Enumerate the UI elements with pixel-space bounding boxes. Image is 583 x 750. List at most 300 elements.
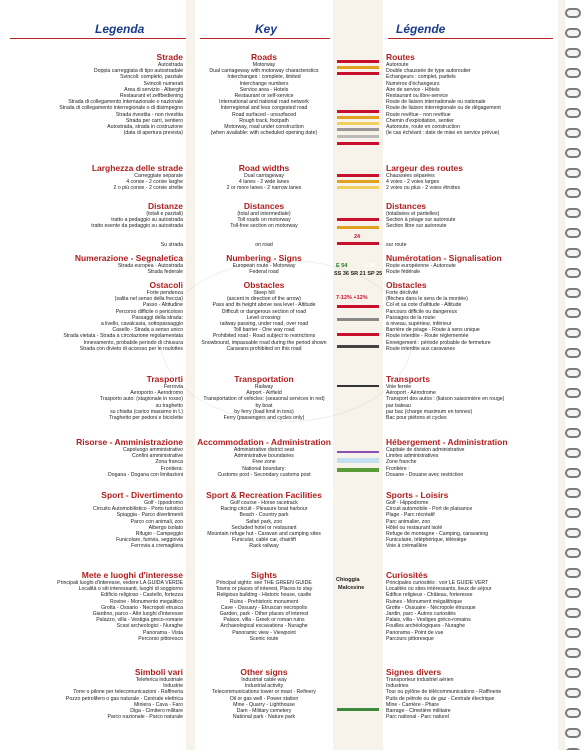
legend-item: National park - Nature park [232, 714, 296, 721]
legend-item: Puits de pétrole ou de gaz - Centrale électrique [386, 695, 495, 702]
road-width-symbol [337, 186, 379, 189]
section-title: Obstacles [386, 280, 427, 290]
legend-item: Transport des autos : (liaison saisonnière en rouge) [386, 396, 505, 403]
legend-item: 4 lanes - 2 wide lanes [238, 179, 290, 186]
binding-ring [565, 188, 581, 198]
section-simboli-it [0, 667, 186, 720]
legend-item: Carreggiate separate [134, 173, 183, 179]
legend-item: Restaurant or self-service [234, 93, 294, 100]
legend-item: Federal road [249, 269, 279, 276]
legend-item: Motorway [252, 62, 276, 68]
legend-item: Miniera - Cava - Faro [133, 701, 183, 708]
road-line-symbol [337, 72, 379, 75]
section-mete-it [0, 570, 186, 642]
section-risorse-fr [383, 437, 558, 478]
binding-ring [565, 228, 581, 238]
legend-item: Section à péage sur autoroute [386, 217, 456, 224]
legend-item: on road [255, 242, 273, 249]
legend-item: Industrial activity [244, 683, 284, 690]
road-line-symbol [337, 116, 379, 119]
place-name-chioggia: Chioggia [336, 577, 360, 583]
legend-item: Parco nazionale - Parco naturale [107, 714, 183, 721]
legend-item: Airport - Airfield [246, 390, 282, 397]
legend-item: Forte pendenza [146, 290, 183, 296]
legend-item: Capitale de division administrative [386, 447, 465, 453]
legend-item: Mine - Carrière - Phare [386, 701, 440, 708]
legend-item: Tour ou pylône de télécommunications - Raffinerie [386, 689, 502, 696]
legend-item: Industrie [163, 683, 183, 690]
legend-item: Limites administratives [386, 453, 439, 460]
section-strade-fr [383, 52, 558, 136]
legend-item: Palazzo, villa - Vestigia greco-romane [96, 617, 183, 624]
section-mete-en [195, 570, 333, 642]
distance-line-symbol [337, 218, 379, 221]
legend-item: Dam - Military cemetery [236, 708, 292, 715]
legend-item: Funicular, cable car, chairlift [231, 537, 296, 544]
legend-item: Administrative district seat [233, 447, 295, 453]
section-trasporti-it [0, 374, 186, 421]
legend-item: Service area - Hotels [239, 86, 289, 93]
legend-item: su chiatta (carico massimo in t.) [110, 408, 183, 415]
legend-item: (le cas échéant : date de mise en service prévue) [386, 130, 500, 137]
legend-item: Palace, villa - Greek or roman ruins [223, 617, 305, 624]
legend-item: 2 o più corsie - 2 corsie strette [113, 185, 183, 192]
legend-item: Road surfaced - unsurfaced [231, 111, 296, 118]
legend-item: Toll roads on motorway [237, 217, 291, 224]
binding-ring [565, 488, 581, 498]
legend-item: (when available: with scheduled opening date) [210, 130, 318, 137]
legend-item: Parco con animali, zoo [130, 518, 183, 525]
road-width-symbol [337, 174, 379, 177]
binding-ring [565, 568, 581, 578]
binding-ring [565, 548, 581, 558]
binding-ring [565, 128, 581, 138]
binding-ring [565, 528, 581, 538]
legend-item: Col et sa cote d'altitude - Altitude [386, 302, 462, 309]
section-trasporti-en [195, 374, 333, 421]
legend-item: Industrial cable way [241, 677, 287, 683]
binding-ring [565, 368, 581, 378]
legend-item: 4 corsie - 2 corsie larghe [126, 179, 183, 186]
legend-item: par bateau [386, 402, 411, 409]
legend-item: Restaurant et zelfbediening [119, 93, 183, 100]
legend-item: Industries [386, 683, 409, 690]
legend-item: Autostrada, strada in costruzione [107, 124, 183, 131]
legend-item: Grotte - Ossuaire - Nécropole étrusque [386, 604, 476, 611]
section-title: Curiosités [386, 570, 428, 580]
binding-ring [565, 448, 581, 458]
legend-item: (salita nel senso della freccia) [114, 296, 183, 303]
legend-item: Parc animalier, zoo [386, 518, 431, 525]
legend-item: Barrière de péage - Route à sens unique [386, 327, 480, 334]
legend-item: Édifice religieux - Château, forteresse [386, 592, 473, 599]
legend-item: Dual carriageway [243, 173, 285, 179]
section-title: Transportation [234, 374, 294, 384]
legend-item: (flèches dans le sens de la montée) [386, 296, 468, 303]
toll-barrier-symbol [337, 345, 379, 348]
section-title: Hébergement - Administration [386, 437, 508, 447]
section-larghezza-it [0, 163, 186, 192]
legend-item: su traghetto [155, 402, 183, 409]
section-numerazione-it [0, 253, 186, 275]
legend-item: Customs post - Secondary customs post [217, 471, 311, 478]
legend-item: Autoroute [386, 62, 409, 68]
legend-item: Ruins - Prehistoric monument [229, 598, 299, 605]
legend-item: International and national road network [219, 99, 309, 106]
legend-item: Frontiera: [160, 465, 183, 472]
legend-item: Toll-free section on motorway [230, 223, 298, 230]
legend-item: Forte déclivité [386, 290, 419, 296]
legend-item: Strada di collegamento internazionale o nazionale [68, 99, 183, 106]
binding-ring [565, 308, 581, 318]
legend-item: tratto a pedaggio su autostrada [111, 217, 183, 224]
legend-item: Giardino, parco - Altri luoghi d'interesse [92, 611, 183, 618]
legend-item: Level crossing: [246, 314, 282, 321]
legend-item: Ferrovia [163, 384, 183, 390]
legend-item: Grotta - Ossario - Necropoli etrusca [101, 604, 183, 611]
legend-item: Palais, villa - Vestiges gréco-romains [386, 617, 471, 624]
binding-ring [565, 668, 581, 678]
road-line-symbol [337, 60, 379, 63]
section-sport-fr [383, 490, 558, 550]
section-title: Distances [386, 201, 427, 211]
legend-item: Edificio religioso - Castello, fortezza [100, 592, 183, 599]
section-numerazione-en [195, 253, 333, 275]
section-title: Sports - Loisirs [386, 490, 449, 500]
legend-item: Safari park, zoo [245, 518, 283, 525]
section-title: Mete e luoghi d'interesse [81, 570, 183, 580]
section-ostacoli-it [0, 280, 186, 352]
legend-item: Zone franche [386, 459, 417, 466]
legend-item: Ferry (passengers and cycles only) [223, 415, 305, 422]
legend-item: Circuito Automobilistico - Porto turistico [93, 506, 183, 513]
header-french: Légende [396, 22, 446, 36]
legend-item: Mountain refuge hut - Caravan and camping sites [207, 531, 321, 538]
federal-road-number: SS 36 SR 21 SP 25 [334, 271, 383, 277]
section-title: Numbering - Signs [226, 253, 302, 263]
section-title: Distanze [148, 201, 183, 211]
legend-item: Racing circuit - Pleasure boat harbour [220, 506, 308, 513]
binding-ring [565, 168, 581, 178]
binding-ring [565, 208, 581, 218]
binding-ring [565, 288, 581, 298]
legend-item: Principali luoghi d'interesse, vedere LA GUIDA VERDE [57, 580, 183, 586]
legend-item: Enneigement : période probable de fermeture [386, 339, 491, 346]
legend-item: Route de liaison internationale ou nationale [386, 99, 486, 106]
legend-item: Garden, park - Other places of interest [219, 611, 309, 618]
legend-item: Rack railway [249, 543, 279, 550]
header-english: Key [255, 22, 278, 36]
legend-item: Transporteur industriel aérien [386, 677, 454, 683]
legend-item: Prohibited road - Road subject to restrictions [212, 333, 316, 340]
column-english [195, 0, 333, 750]
level-crossing-symbol [337, 333, 379, 336]
legend-item: Localités ou sites intéressants, lieux de séjour [386, 586, 492, 593]
legend-item: Railway [254, 384, 274, 390]
binding-ring [565, 708, 581, 718]
section-simboli-en [195, 667, 333, 720]
legend-item: Capoluogo amministrativo [123, 447, 183, 453]
binding-ring [565, 328, 581, 338]
legend-item: Passaggi della strada: [131, 314, 183, 321]
legend-item: Strada con divieto di accesso per le roulottes [79, 345, 183, 352]
road-line-symbol [337, 128, 379, 131]
legend-item: Passo - Altitudine [142, 302, 183, 309]
road-line-symbol [337, 66, 379, 69]
legend-item: Strada europea - Autostrada [117, 263, 183, 269]
section-distanze-it [0, 201, 186, 248]
pass-symbol [337, 318, 379, 321]
binding-ring [565, 468, 581, 478]
national-boundary-symbol [337, 468, 379, 472]
legend-item: Pozzo petrolifero o gas naturale - Centrale elettrica [65, 695, 183, 702]
legend-item: Route revêtue - non revêtue [386, 111, 451, 118]
legend-item: Innevamento, probabile periodo di chiusura [83, 339, 183, 346]
legend-item: Administrative boundaries [234, 453, 294, 460]
legend-item: Parc national - Parc naturel [386, 714, 449, 721]
section-distanze-fr [383, 201, 558, 248]
legend-item: Route fédérale [386, 269, 421, 276]
legend-item: Voie ferrée [386, 384, 412, 390]
section-strade-it [0, 52, 186, 136]
legend-item: (ascent in direction of the arrow) [226, 296, 302, 303]
binding-ring [565, 28, 581, 38]
road-line-symbol [337, 135, 379, 138]
section-ostacoli-fr [383, 280, 558, 352]
legend-item: Jardin, parc - Autres curiosités [386, 611, 456, 618]
legend-item: Svincoli numerati [143, 80, 183, 87]
section-title: Strade [156, 52, 183, 62]
legend-item: Route interdite aux caravanes [386, 345, 455, 352]
binding-ring [565, 68, 581, 78]
legend-item: Traghetto per pedoni e biciclette [109, 415, 183, 422]
legend-item: Transportation of vehicles: (seasonal services in red) [203, 396, 325, 403]
header-italian: Legenda [95, 22, 145, 36]
legend-item: Beach - Country park [239, 512, 289, 519]
legend-item: Golf - Ippodromo [144, 500, 183, 506]
binding-ring [565, 8, 581, 18]
legend-item: Bac pour piétons et cycles [386, 415, 447, 422]
legend-item: Golf - Hippodrome [386, 500, 429, 506]
legend-item: Section libre sur autoroute [386, 223, 447, 230]
binding-ring [565, 88, 581, 98]
binding-ring [565, 268, 581, 278]
binding-ring [565, 48, 581, 58]
legend-item: Religious building - Historic house, castle [216, 592, 312, 599]
section-title: Road widths [238, 163, 290, 173]
road-line-symbol [337, 110, 379, 113]
section-title: Risorse - Amministrazione [76, 437, 183, 447]
section-larghezza-fr [383, 163, 558, 192]
section-mete-fr [383, 570, 558, 642]
legend-item: Plage - Parc récréatif [386, 512, 435, 519]
section-title: Numerazione - Segnaletica [74, 253, 183, 263]
legend-item: Doppia carreggiata di tipo autostradale [93, 68, 183, 75]
road-line-symbol [337, 122, 379, 125]
steep-hill-symbol [337, 305, 379, 308]
legend-item: Aire de service - Hôtels [386, 86, 440, 93]
legend-item: Interchanges : complete, limited [227, 74, 301, 81]
section-title: Other signs [240, 667, 288, 677]
binding-ring [565, 348, 581, 358]
legend-item: Parcours difficile ou dangereux [386, 308, 458, 315]
legend-item: Rough track, footpath [239, 117, 289, 124]
section-sport-en [195, 490, 333, 550]
section-larghezza-en [195, 163, 333, 192]
section-title: Sport & Recreation Facilities [206, 490, 322, 500]
section-title: Distances [243, 201, 285, 211]
binding-ring [565, 408, 581, 418]
legend-item: Double chaussée de type autoroutier [386, 68, 471, 75]
legend-item: Dual carriageway with motorway characteristics [209, 68, 319, 75]
legend-item: Restaurant ou libre-service [386, 93, 448, 100]
legend-item: (data di apertura prevista) [123, 130, 183, 137]
legend-item: Percorso pittoresco [138, 635, 183, 642]
binding-ring [565, 108, 581, 118]
distance-on-road: 24 [354, 234, 361, 240]
section-subtitle: (total and intermediate) [237, 211, 291, 217]
railway-symbol [337, 385, 379, 387]
binding-ring [565, 248, 581, 258]
legend-item: Numéros d'échangeurs [386, 80, 440, 87]
section-title: Largeur des routes [386, 163, 463, 173]
legend-item: Percorso difficile o pericoloso [115, 308, 183, 315]
legend-item: Zona franca [155, 459, 183, 466]
section-title: Numérotation - Signalisation [386, 253, 502, 263]
legend-item: Interregional and less congested road [220, 105, 308, 112]
legend-item: Aeroporto - Aerodromo [130, 390, 183, 397]
legend-item: Spiaggia - Parco divertimenti [116, 512, 183, 519]
road-width-symbol [337, 180, 379, 183]
section-title: Ostacoli [149, 280, 183, 290]
section-subtitle: (totali e parziali) [146, 211, 183, 217]
legend-item: Autoroute, route en construction [386, 124, 460, 131]
legend-item: à niveau, supérieur, inférieur [386, 321, 452, 328]
legend-item: Secluded hotel or restaurant [231, 524, 297, 531]
legend-item: Aéroport - Aérodrome [386, 390, 436, 397]
section-strade-en [195, 52, 333, 136]
binding-ring [565, 508, 581, 518]
section-simboli-fr [383, 667, 558, 720]
legend-item: Strada vietata - Strada a circolazione regolamentata [63, 333, 183, 340]
legend-item: Trasporto auto: (stagionale in rosso) [99, 396, 183, 403]
legend-item: Parcours pittoresque [386, 635, 434, 642]
legend-item: Route européenne - Autoroute [386, 263, 456, 269]
section-title: Accommodation - Administration [197, 437, 331, 447]
legend-item: sur route [386, 242, 407, 249]
admin-boundary-symbol [337, 451, 379, 453]
legend-item: Difficult or dangerous section of road [221, 308, 307, 315]
legend-item: National boundary: [242, 465, 286, 472]
legend-item: by boat [255, 402, 273, 409]
legend-item: Toll barrier - One way road [233, 327, 295, 334]
legend-item: Pass and its height above sea level - Altitude [212, 302, 316, 309]
legend-item: Refuge de montagne - Camping, caravaning [386, 531, 489, 538]
section-title: Simboli vari [134, 667, 183, 677]
legend-item: Scenic route [249, 635, 279, 642]
legend-item: Albergo isolato [148, 524, 183, 531]
legend-item: Caravans prohibited on this road [226, 345, 302, 352]
distance-line-symbol [337, 226, 379, 229]
place-name-malcesine: Malcesine [338, 585, 365, 591]
legend-item: Funiculaire, téléphérique, télésiège [386, 537, 467, 544]
binding-ring [565, 628, 581, 638]
legend-item: by ferry (load limit in tons) [234, 408, 294, 415]
legend-item: Principales curiosités : voir LE GUIDE VERT [386, 580, 489, 586]
binding-ring [565, 428, 581, 438]
section-title: Sport - Divertimento [101, 490, 183, 500]
legend-item: Torre o pilone per telecomunicazioni - Raffineria [73, 689, 183, 696]
legend-item: Panoramic view - Viewpoint [232, 629, 296, 636]
legend-item: 4 voies - 2 voies larges [386, 179, 440, 186]
legend-item: a livello, cavalcavia, sottopassaggio [100, 321, 183, 328]
legend-item: Mine - Quarry - Lighthouse [233, 701, 295, 708]
legend-item: Autostrada [157, 62, 183, 68]
legend-item: Svincoli: completo, parziale [120, 74, 183, 81]
legend-item: Su strada [160, 242, 183, 249]
legend-item: Panorama - Vista [143, 629, 183, 636]
legend-item: Towns or places of interest, Places to stay [215, 586, 313, 593]
binding-ring [565, 388, 581, 398]
section-title: Routes [386, 52, 415, 62]
european-route-number: E 54 [336, 263, 348, 269]
section-numerazione-fr [383, 253, 558, 275]
national-park-symbol [337, 708, 379, 711]
legend-item: tratto esente da pedaggio su autostrada [91, 223, 183, 230]
legend-item: Ferrovia a cremagliera [131, 543, 183, 550]
legend-item: Golf course - Horse racetrack [230, 500, 298, 506]
legend-item: Cave - Ossuary - Etruscan necropolis [220, 604, 308, 611]
legend-item: Chemin d'exploitation, sentier [386, 117, 454, 124]
legend-item: Casello - Strada a senso unico [112, 327, 183, 334]
legend-item: Principal sights: see THE GREEN GUIDE [216, 580, 312, 586]
section-subtitle: (totalisées et partielles) [386, 211, 440, 217]
legend-item: Strada federale [147, 269, 183, 276]
section-ostacoli-en [195, 280, 333, 352]
spiral-binding [564, 0, 583, 750]
column-italian [0, 0, 186, 750]
binding-ring [565, 588, 581, 598]
legend-item: Frontière : [386, 465, 410, 472]
binding-ring [565, 728, 581, 738]
legend-item: Telecommunications tower or mast - Refinery [212, 689, 316, 696]
legend-item: par bac (charge maximum en tonnes) [386, 408, 473, 415]
legend-item: 2 voies ou plus - 2 voies étroites [386, 185, 461, 192]
legend-item: Barrage - Cimetière militaire [386, 708, 451, 715]
section-sport-it [0, 490, 186, 550]
legend-item: European route - Motorway [232, 263, 296, 269]
legend-item: Diga - Cimitero militare [130, 708, 183, 715]
legend-item: Funicolare, funivia, seggiovia [116, 537, 183, 544]
column-french [383, 0, 558, 750]
legend-item: Interchange numbers [239, 80, 289, 87]
legend-item: Oil or gas well - Power station [229, 695, 299, 702]
section-trasporti-fr [383, 374, 558, 421]
grade-label: 7-12% +12% [336, 295, 368, 301]
section-title: Obstacles [243, 280, 285, 290]
legend-item: Hôtel ou restaurant isolé [386, 524, 443, 531]
road-line-symbol [337, 142, 379, 145]
legend-item: Voie à crémaillère [386, 543, 428, 550]
legend-item: Motorway, road under construction [224, 124, 304, 131]
legend-item: Snowbound, impassable road during the period shown [201, 339, 327, 346]
legend-item: Strada per carri, sentiero [125, 117, 183, 124]
legend-item: Steep hill [253, 290, 275, 296]
legend-item: Passages de la route: [386, 314, 437, 321]
legend-item: Rifugio - Campeggio [135, 531, 183, 538]
legend-item: Fouilles archéologiques - Nuraghe [386, 623, 466, 630]
section-distanze-en [195, 201, 333, 248]
